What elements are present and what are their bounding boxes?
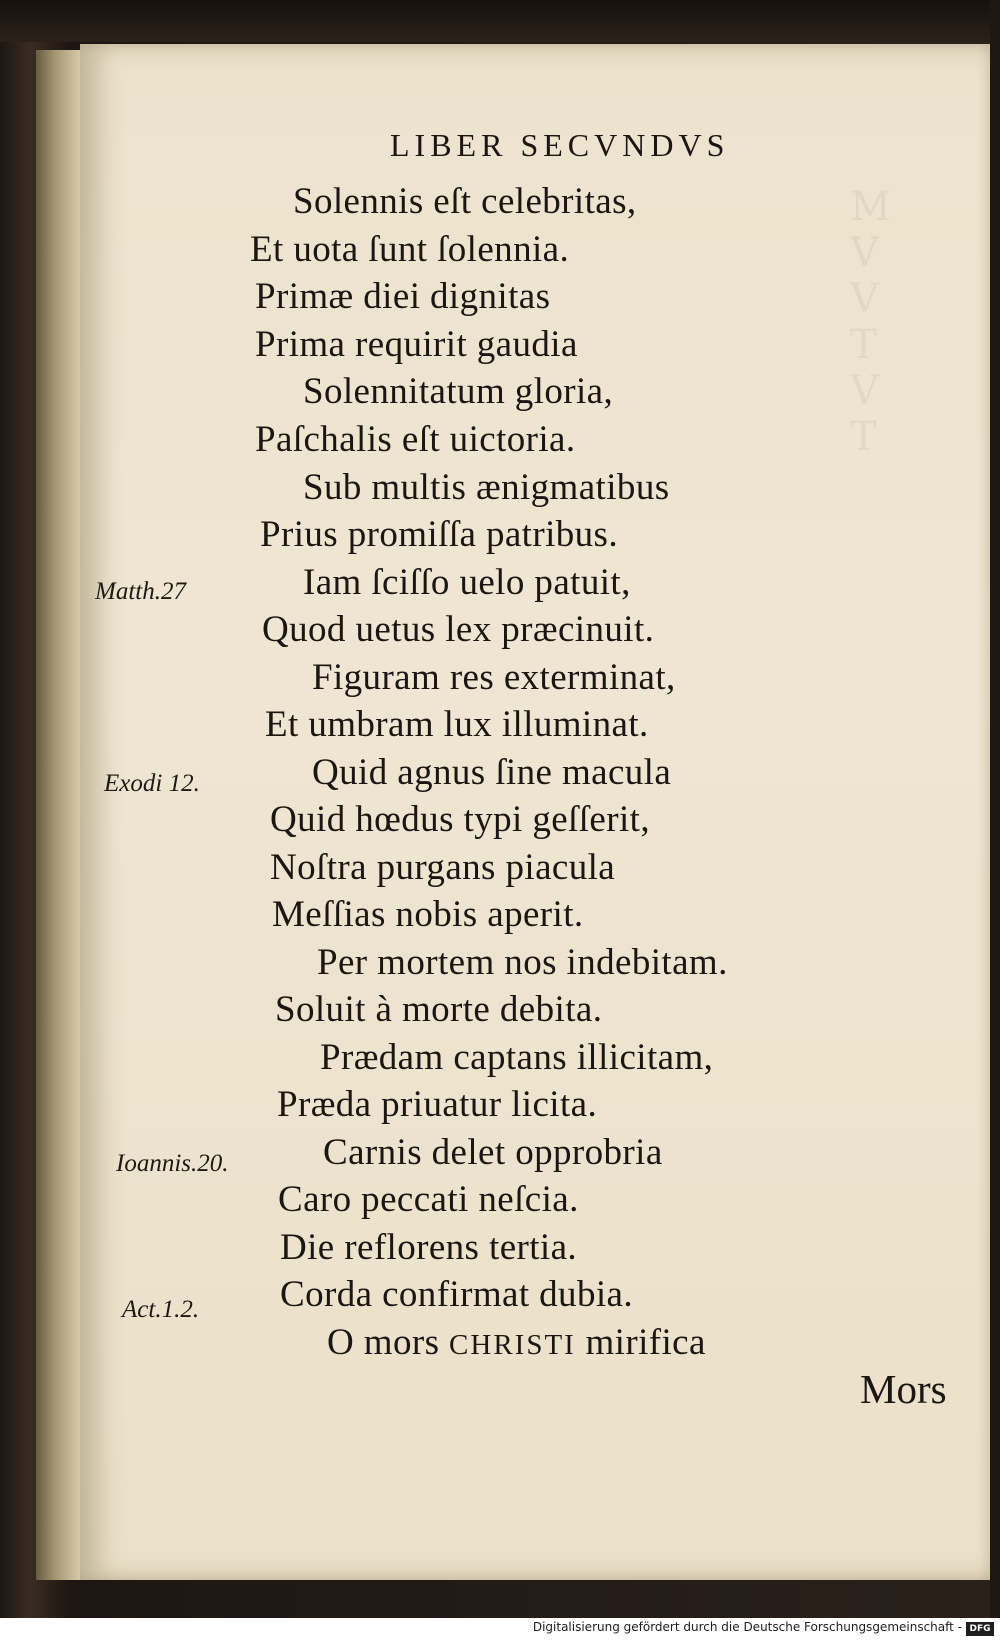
scan-background-top (0, 0, 1000, 42)
marginal-note: Exodi 12. (104, 770, 200, 797)
verse-line: Die reflorens tertia. (280, 1227, 578, 1268)
catchword: Mors (860, 1366, 947, 1412)
verse-line-start: O mors (327, 1322, 440, 1363)
verse-line-end: mirifica (585, 1322, 706, 1363)
verse-line: Præda priuatur licita. (277, 1084, 598, 1125)
verse-line: Soluit à morte debita. (275, 989, 603, 1030)
marginal-note: Ioannis.20. (116, 1150, 229, 1177)
verse-line: Meſſias nobis aperit. (272, 894, 584, 935)
digitization-footer (0, 1618, 1000, 1641)
verse-line: Sub multis ænigmatibus (303, 467, 670, 508)
verse-line: Caro peccati neſcia. (278, 1179, 579, 1220)
verse-line: Per mortem nos indebitam. (317, 942, 728, 983)
verse-line: Paſchalis eſt uictoria. (255, 419, 576, 460)
verse-line: Prædam captans illicitam, (320, 1037, 714, 1078)
verse-line: Figuram res exterminat, (312, 657, 676, 698)
verse-line: Prima requirit gaudia (255, 324, 578, 365)
footer-credit: Digitalisierung gefördert durch die Deutsche Forschungsgemeinschaft - (532, 1620, 962, 1634)
marginal-note: Matth.27 (95, 578, 186, 605)
verse-line: Solennis eſt celebritas, (293, 181, 637, 222)
small-caps-christi: CHRISTI (449, 1329, 576, 1361)
dfg-logo: DFG (966, 1622, 994, 1636)
verse-line: Iam ſciſſo uelo patuit, (303, 562, 631, 603)
marginal-note: Act.1.2. (122, 1296, 200, 1323)
verse-line: Carnis delet opprobria (323, 1132, 663, 1173)
running-head: LIBER SECVNDVS (390, 127, 730, 163)
verse-line: Solennitatum gloria, (303, 371, 614, 412)
verse-line: Primæ diei dignitas (255, 276, 551, 317)
verse-line: Noſtra purgans piacula (270, 847, 616, 888)
verse-line: Corda confirmat dubia. (280, 1274, 634, 1315)
verse-line-last (327, 1321, 706, 1364)
scan-background-right (990, 0, 1000, 1641)
verse-line: Et umbram lux illuminat. (265, 704, 649, 745)
verse-line: Prius promiſſa patribus. (260, 514, 618, 555)
verse-line: Et uota ſunt ſolennia. (250, 229, 570, 270)
verse-line: Quod uetus lex præcinuit. (262, 609, 655, 650)
show-through-text: M V V T V T (850, 184, 891, 460)
verse-line: Quid hœdus typi geſſerit, (270, 799, 650, 840)
verse-line: Quid agnus ſine macula (312, 752, 672, 793)
